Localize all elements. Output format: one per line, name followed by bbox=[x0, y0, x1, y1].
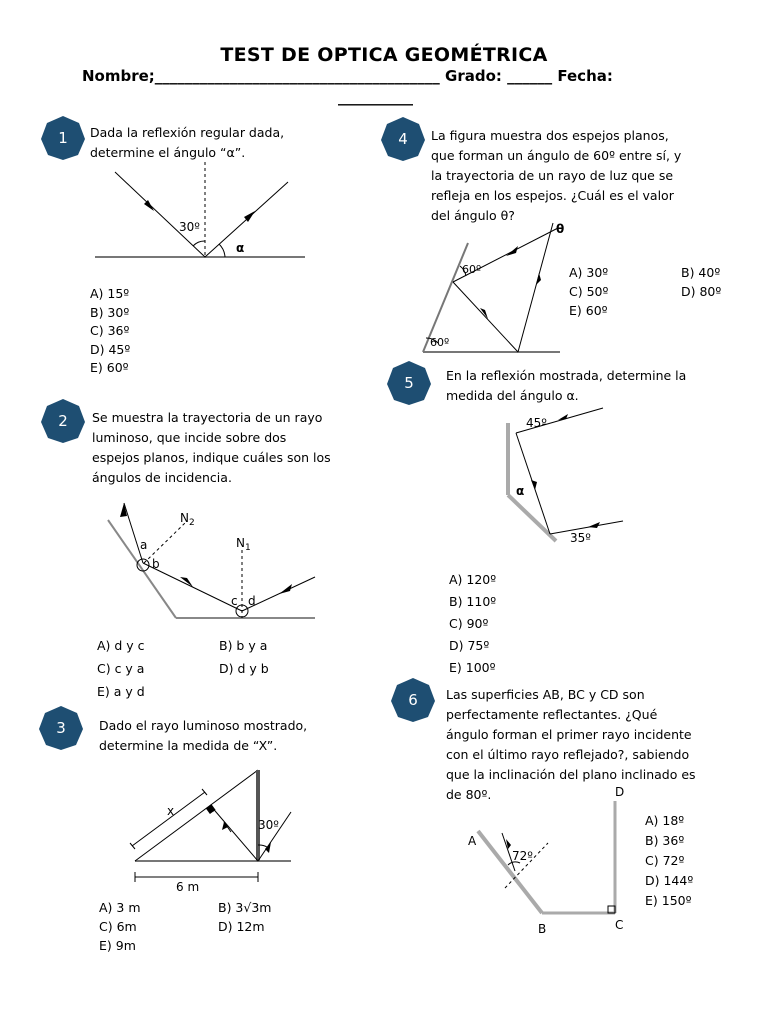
option-c[interactable]: C) 90º bbox=[449, 616, 489, 631]
option-a[interactable]: A) 18º bbox=[645, 813, 685, 828]
n2-label: $N_2$ bbox=[180, 511, 195, 528]
question-1-options bbox=[90, 285, 130, 378]
question-5-text: En la reflexión mostrada, determine la medida del ángulo α. bbox=[446, 368, 687, 403]
question-5-options bbox=[449, 569, 496, 679]
question-3-text: Dado el rayo luminoso mostrado, determine la medida de “X”. bbox=[99, 718, 308, 753]
option-a[interactable]: A) 120º bbox=[449, 572, 497, 587]
option-b[interactable]: B) b y a bbox=[219, 638, 268, 653]
angle-30-label: 30º bbox=[179, 220, 200, 234]
option-b[interactable]: B) 30º bbox=[90, 304, 130, 320]
question-4-figure bbox=[418, 218, 568, 358]
question-3-badge: 3 bbox=[38, 705, 84, 751]
b-label: b bbox=[152, 557, 160, 571]
date-label: Fecha: bbox=[557, 67, 613, 85]
name-blank[interactable]: ______________________________________ bbox=[154, 67, 440, 85]
angle-30-label: 30º bbox=[258, 818, 279, 832]
question-4-badge: 4 bbox=[380, 116, 426, 162]
alpha-label: α bbox=[516, 484, 525, 498]
option-e[interactable]: E) 150º bbox=[645, 893, 692, 908]
option-e[interactable]: E) a y d bbox=[97, 684, 145, 699]
option-d[interactable]: D) 80º bbox=[681, 284, 722, 299]
alpha-label: α bbox=[236, 241, 245, 255]
date-blank[interactable]: __________ bbox=[338, 88, 413, 106]
option-b[interactable]: B) 110º bbox=[449, 594, 497, 609]
option-c[interactable]: C) c y a bbox=[97, 661, 145, 676]
bottom-angle-label: 60º bbox=[430, 336, 450, 349]
d-label: d bbox=[248, 594, 256, 608]
question-1-text: Dada la reflexión regular dada, determine el ángulo “α”. bbox=[90, 125, 285, 160]
question-5-figure bbox=[488, 403, 633, 553]
bottom-angle-label: 35º bbox=[570, 531, 591, 545]
question-2-figure bbox=[100, 495, 325, 630]
x-label: x bbox=[167, 804, 175, 818]
question-1-badge: 1 bbox=[40, 115, 86, 161]
option-a[interactable]: A) d y c bbox=[97, 638, 145, 653]
page-title: TEST DE OPTICA GEOMÉTRICA bbox=[220, 44, 548, 66]
base-label: 6 m bbox=[176, 880, 200, 894]
point-b-label: B bbox=[538, 922, 547, 936]
theta-label: θ bbox=[556, 222, 565, 236]
option-e[interactable]: E) 60º bbox=[90, 360, 129, 375]
option-d[interactable]: D) 144º bbox=[645, 873, 694, 888]
option-b[interactable]: B) 3√3m bbox=[218, 900, 272, 915]
point-d-label: D bbox=[615, 785, 625, 799]
point-a-label: A bbox=[468, 834, 477, 848]
name-label: Nombre; bbox=[82, 67, 155, 85]
question-6-badge: 6 bbox=[390, 677, 436, 723]
point-c-label: C bbox=[615, 918, 624, 932]
top-angle-label: 45º bbox=[526, 416, 547, 430]
question-4-text: La figura muestra dos espejos planos, que forman un ángulo de 60º entre sí, y la trayectoria de un rayo de luz que se refleja en los espejos. ¿Cuál es el valor del ángulo θ? bbox=[431, 128, 682, 223]
n1-label: $N_1$ bbox=[236, 536, 251, 553]
option-d[interactable]: D) 45º bbox=[90, 341, 131, 357]
question-5-badge: 5 bbox=[386, 360, 432, 406]
top-angle-label: 60º bbox=[462, 263, 482, 276]
option-c[interactable]: C) 6m bbox=[99, 919, 137, 934]
question-3-figure bbox=[95, 760, 300, 895]
question-6-options bbox=[645, 811, 693, 911]
option-e[interactable]: E) 100º bbox=[449, 660, 496, 675]
question-6-text: Las superficies AB, BC y CD son perfectamente reflectantes. ¿Qué ángulo forman el primer rayo incidente con el último rayo reflejado?, sabiendo que la inclinación del plano inclinado es de 80º. bbox=[446, 687, 696, 802]
angle-72-label: 72º bbox=[512, 849, 533, 863]
option-b[interactable]: B) 40º bbox=[681, 265, 721, 280]
option-d[interactable]: D) d y b bbox=[219, 661, 269, 676]
a-label: a bbox=[140, 538, 148, 552]
student-info-line bbox=[82, 67, 613, 85]
grade-label: Grado: bbox=[445, 67, 502, 85]
question-1-figure bbox=[90, 160, 310, 270]
option-d[interactable]: D) 75º bbox=[449, 638, 490, 653]
option-d[interactable]: D) 12m bbox=[218, 919, 265, 934]
option-a[interactable]: A) 30º bbox=[569, 265, 609, 280]
option-b[interactable]: B) 36º bbox=[645, 833, 685, 848]
question-6-figure bbox=[460, 783, 640, 938]
question-2-text: Se muestra la trayectoria de un rayo luminoso, que incide sobre dos espejos planos, indique cuáles son los ángulos de incidencia. bbox=[92, 410, 331, 485]
c-label: c bbox=[231, 594, 238, 608]
option-a[interactable]: A) 3 m bbox=[99, 900, 141, 915]
option-c[interactable]: C) 72º bbox=[645, 853, 685, 868]
option-e[interactable]: E) 60º bbox=[569, 303, 608, 318]
option-a[interactable]: A) 15º bbox=[90, 286, 130, 301]
question-2-badge: 2 bbox=[40, 398, 86, 444]
option-c[interactable]: C) 50º bbox=[569, 284, 609, 299]
option-c[interactable]: C) 36º bbox=[90, 323, 130, 338]
grade-blank[interactable]: ______ bbox=[507, 67, 553, 85]
option-e[interactable]: E) 9m bbox=[99, 938, 136, 953]
